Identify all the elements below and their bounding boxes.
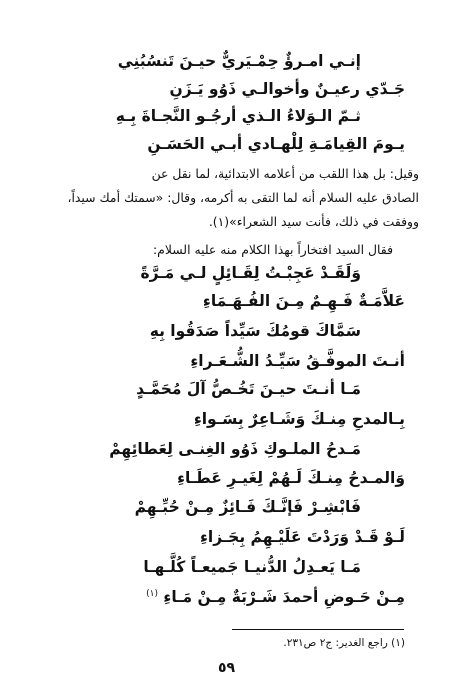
verse-line: مَـا أنـتَ حيـنَ تَخُـصُّ آلَ مُحَمَّـدٍ [136, 380, 361, 398]
verse-line: لَـوْ قَـدْ وَرَدْتَ عَلَيْـهِمُ بِجَـزاءِ [199, 528, 405, 546]
verse-line: فَابْشِـرْ فَإنَّـكَ فَـائِزٌ مِـنْ حُبِّـهِمْ [134, 498, 361, 516]
verse-line: أنـتَ الموفَّـقُ سَيِّـدُ الشُّـعَـراءِ [190, 352, 405, 370]
verse-line [146, 588, 405, 606]
verse-line: يـومَ القِيامَـةِ لِلْهـادي أبـي الحَسَـنِ [147, 135, 405, 153]
verse-line: إنـي امـرؤٌ حِمْـيَريٌّ حيـنَ تَنسُبُنِي [117, 52, 361, 70]
prose-line: وقيل: بل هذا اللقب من أعلامه الابتدائية، لما نقل عن [151, 166, 419, 181]
verse-line: عَلاَّمَـةٌ فَـهِـمٌ مِـنَ الفُـهَـمَاءِ [202, 292, 405, 310]
prose-line: ووفقت في ذلك، فأنت سيد الشعراء»(١). [208, 214, 419, 229]
page-number: ٥٩ [217, 660, 236, 676]
verse-line: مَـا يَعـدِلُ الدُّنيـا جَميعـاً كُلَّـهـا [143, 558, 361, 576]
verse-text: مِـنْ حَـوضِ أحمدَ شَـرْبَةٌ مِـنْ مَـاءِ [163, 588, 405, 606]
prose-line: فقال السيد افتخاراً بهذا الكلام منه عليه السلام: [153, 242, 393, 257]
footnote-divider [232, 629, 404, 630]
footnote-marker: (١) [146, 588, 159, 599]
verse-line: بِـالمدحِ مِنـكَ وَشَـاعِرٌ بِسَـواءِ [193, 410, 405, 428]
verse-line: ثـمّ الـوَلاءُ الـذي أرجُـو النَّجـاةَ بِـهِ [115, 107, 361, 125]
prose-line: الصادق عليه السلام أنه لما التقى به أكرمه، وقال: «سمتك أمك سيداً، [67, 190, 419, 205]
verse-line: وَالمـدحُ مِنـكَ لَـهُمْ لِغَيـرِ عَطَـاءِ [177, 469, 405, 487]
verse-line: جَـدّي رعيـنٌ وأخوالـي ذَوُو يَـزَنِ [169, 80, 405, 98]
verse-line: سَمَّاكَ قومُكَ سَيِّداً صَدَقُوا بِهِ [149, 322, 361, 340]
footnote: (١) راجع الغدير: ج٢ ص٢٣١. [283, 637, 405, 649]
verse-line: وَلَقَـدْ عَجِبْـتُ لِقَـائِلٍ لـي مَـرَّةً [140, 264, 361, 282]
verse-line: مَـدحُ الملـوكِ ذَوُو الغِنـى لِعَطائِهِمْ [109, 440, 361, 458]
